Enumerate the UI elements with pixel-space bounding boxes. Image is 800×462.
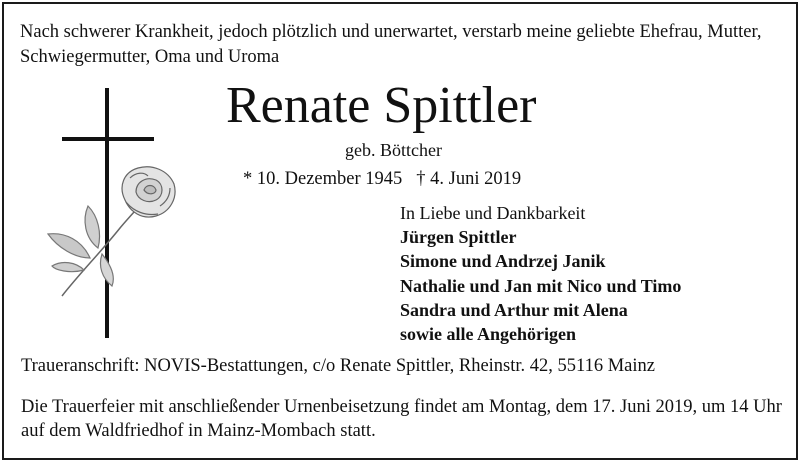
birth-date: * 10. Dezember 1945: [243, 169, 403, 189]
mourner-line: Sandra und Arthur mit Alena: [400, 299, 628, 320]
mourners-intro: In Liebe und Dankbarkeit: [400, 203, 586, 223]
death-date: † 4. Juni 2019: [416, 169, 522, 189]
rose-icon: [48, 167, 175, 296]
mourner-line: Nathalie und Jan mit Nico und Timo: [400, 275, 682, 296]
intro-text: Nach schwerer Krankheit, jedoch plötzlich und unerwartet, verstarb meine geliebte Ehefrau, Mutter, Schwiegermutter, Oma und Uroma: [20, 22, 762, 67]
deceased-name: Renate Spittler: [226, 77, 537, 134]
mourner-line: Jürgen Spittler: [400, 227, 517, 248]
mourners-list: [400, 201, 681, 346]
mourner-line: sowie alle Angehörigen: [400, 324, 576, 345]
mourning-address: Traueranschrift: NOVIS-Bestattungen, c/o Renate Spittler, Rheinstr. 42, 55116 Mainz: [21, 356, 655, 376]
maiden-name: geb. Böttcher: [345, 140, 442, 160]
cross-and-rose-artwork: [40, 88, 180, 343]
mourner-line: Simone und Andrzej Janik: [400, 251, 606, 272]
funeral-service-info: Die Trauerfeier mit anschließender Urnenbeisetzung findet am Montag, dem 17. Juni 2019, um 14 Uhr auf dem Waldfriedhof in Mainz-Mombach statt.: [21, 397, 782, 441]
life-dates: [243, 169, 521, 190]
